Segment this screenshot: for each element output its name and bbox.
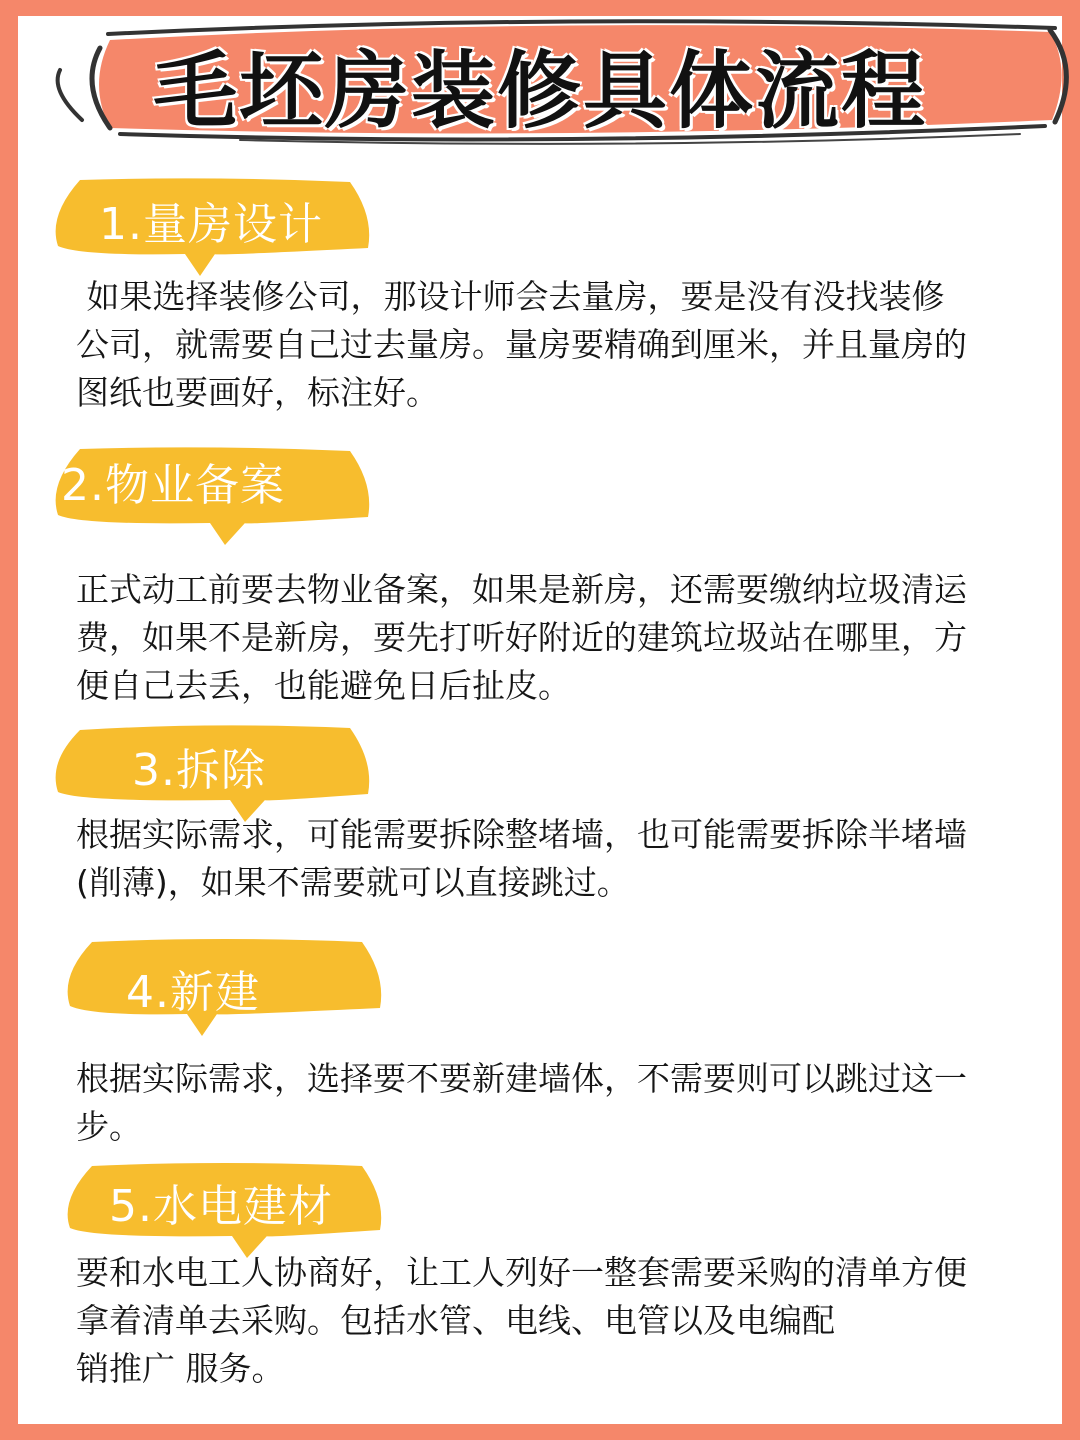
step-badge-3: [50, 722, 372, 824]
step-text-1: 如果选择装修公司，那设计师会去量房，要是没有没找装修 公司，就需要自己过去量房。量房要精确到厘米，并且量房的 图纸也要画好，标注好。: [76, 277, 967, 412]
step-badge-5: [62, 1160, 384, 1262]
step-title-4: 4.新建: [126, 967, 260, 1018]
step-text-5: 要和水电工人协商好，让工人列好一整套需要采购的清单方便 拿着清单去采购。包括水管、电线、电管以及电编配 销推广 服务。: [76, 1253, 967, 1388]
step-title-3: 3.拆除: [132, 745, 266, 796]
step-badge-4: [62, 936, 384, 1038]
step-text-4: 根据实际需求，选择要不要新建墙体，不需要则可以跳过这一 步。: [76, 1059, 967, 1146]
page-title: 毛坯房装修具体流程: [152, 42, 927, 140]
step-text-2: 正式动工前要去物业备案，如果是新房，还需要缴纳垃圾清运 费，如果不是新房，要先打听好附近的建筑垃圾站在哪里，方 便自己去丢，也能避免日后扯皮。: [76, 570, 967, 705]
step-title-1: 1.量房设计: [99, 199, 323, 250]
step-badge-2: [50, 445, 372, 547]
step-title-2: 2.物业备案: [61, 460, 285, 511]
step-title-5: 5.水电建材: [109, 1181, 333, 1232]
step-badge-1: [50, 176, 372, 278]
step-text-3: 根据实际需求，可能需要拆除整堵墙，也可能需要拆除半堵墙 (削薄)，如果不需要就可以直接跳过。: [76, 815, 967, 902]
